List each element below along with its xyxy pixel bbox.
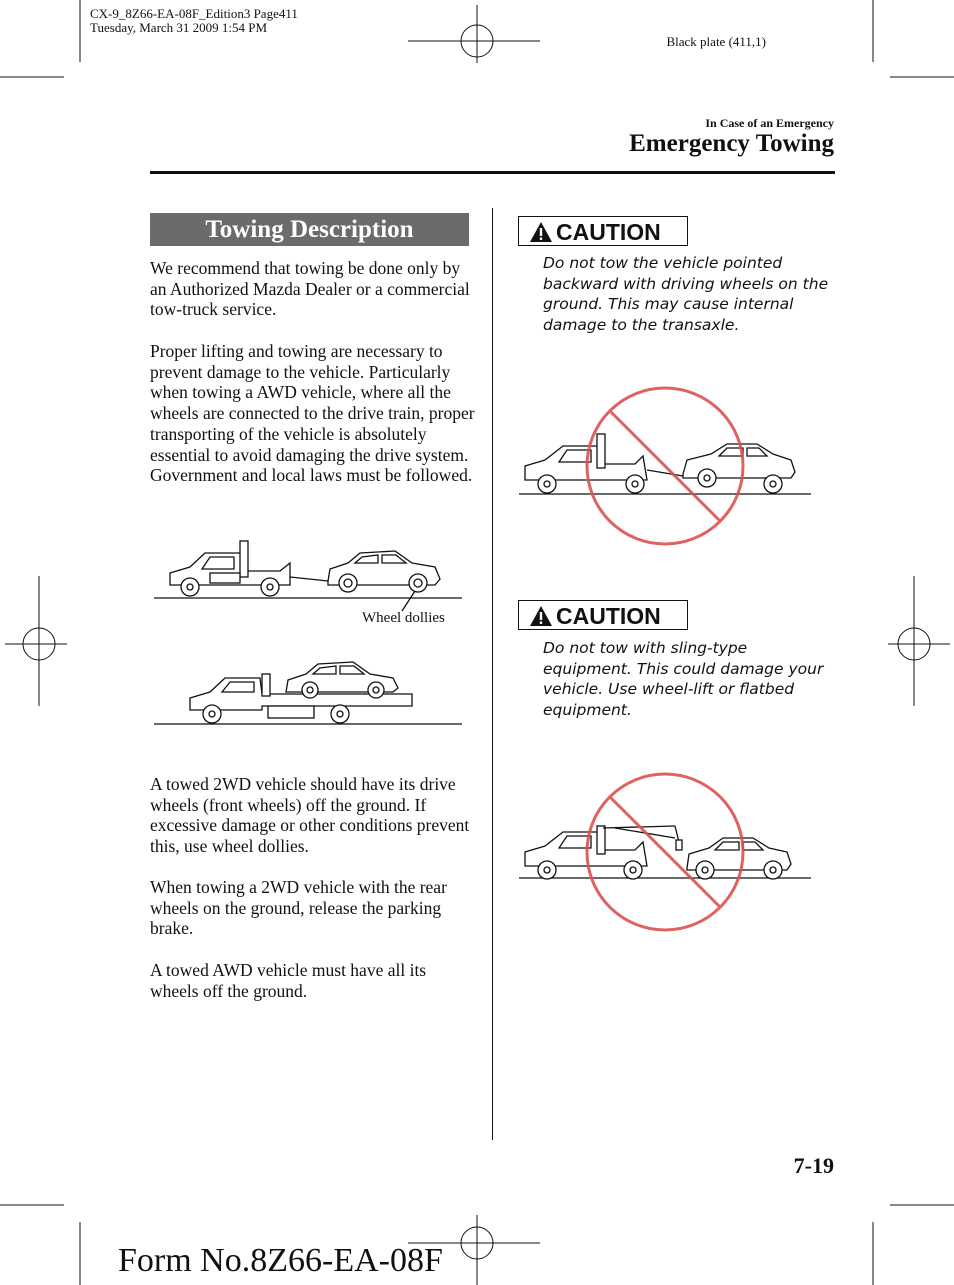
caution-label: CAUTION: [556, 219, 661, 245]
caution-box: [518, 600, 688, 630]
header-rule: [150, 171, 835, 174]
form-number: Form No.8Z66-EA-08F: [118, 1242, 443, 1279]
print-meta-file: CX-9_8Z66-EA-08F_Edition3 Page411: [90, 6, 298, 21]
warning-triangle-icon: [529, 605, 553, 627]
registration-mark-right: [880, 576, 950, 716]
section-heading: Towing Description: [150, 213, 469, 246]
column-divider: [492, 208, 493, 1140]
wheel-lift-tow-illustration: [150, 535, 470, 615]
prohibited-backward-tow-illustration: [515, 382, 815, 552]
wheel-dollies-label: Wheel dollies: [362, 610, 445, 626]
registration-mark-left: [5, 576, 75, 716]
caution-label: CAUTION: [556, 603, 661, 629]
page-number: 7-19: [793, 1153, 834, 1178]
print-meta: [90, 7, 298, 35]
caution-text-backward: Do not tow the vehicle pointed backward with driving wheels on the ground. This may cause internal damage to the transaxle.: [543, 254, 829, 335]
prohibited-sling-tow-illustration: [515, 768, 815, 938]
caution-text-sling: Do not tow with sling-type equipment. This could damage your vehicle. Use wheel-lift or flatbed equipment.: [543, 639, 824, 720]
registration-mark-top: [408, 5, 548, 75]
paragraph-parking-brake: When towing a 2WD vehicle with the rear wheels on the ground, release the parking brake.: [150, 877, 447, 939]
paragraph-2wd-dollies: A towed 2WD vehicle should have its drive wheels (front wheels) off the ground. If excessive damage or other conditions prevent this, use wheel dollies.: [150, 774, 470, 857]
plate-label: Black plate (411,1): [666, 34, 766, 49]
section-name: In Case of an Emergency: [705, 116, 834, 130]
page-title: Emergency Towing: [629, 130, 834, 157]
print-meta-date: Tuesday, March 31 2009 1:54 PM: [90, 20, 268, 35]
paragraph-recommend: We recommend that towing be done only by an Authorized Mazda Dealer or a commercial tow-truck service.: [150, 258, 470, 320]
paragraph-awd: A towed AWD vehicle must have all its wheels off the ground.: [150, 960, 427, 1001]
flatbed-tow-illustration: [150, 650, 470, 730]
paragraph-lifting: Proper lifting and towing are necessary to prevent damage to the vehicle. Particularly when towing a AWD vehicle, where all the wheels are connected to the drive train, proper transporting of the vehicle is absolutely essential to avoid damaging the drive system. Government and local laws must be followed.: [150, 341, 475, 486]
caution-box: [518, 216, 688, 246]
warning-triangle-icon: [529, 221, 553, 243]
